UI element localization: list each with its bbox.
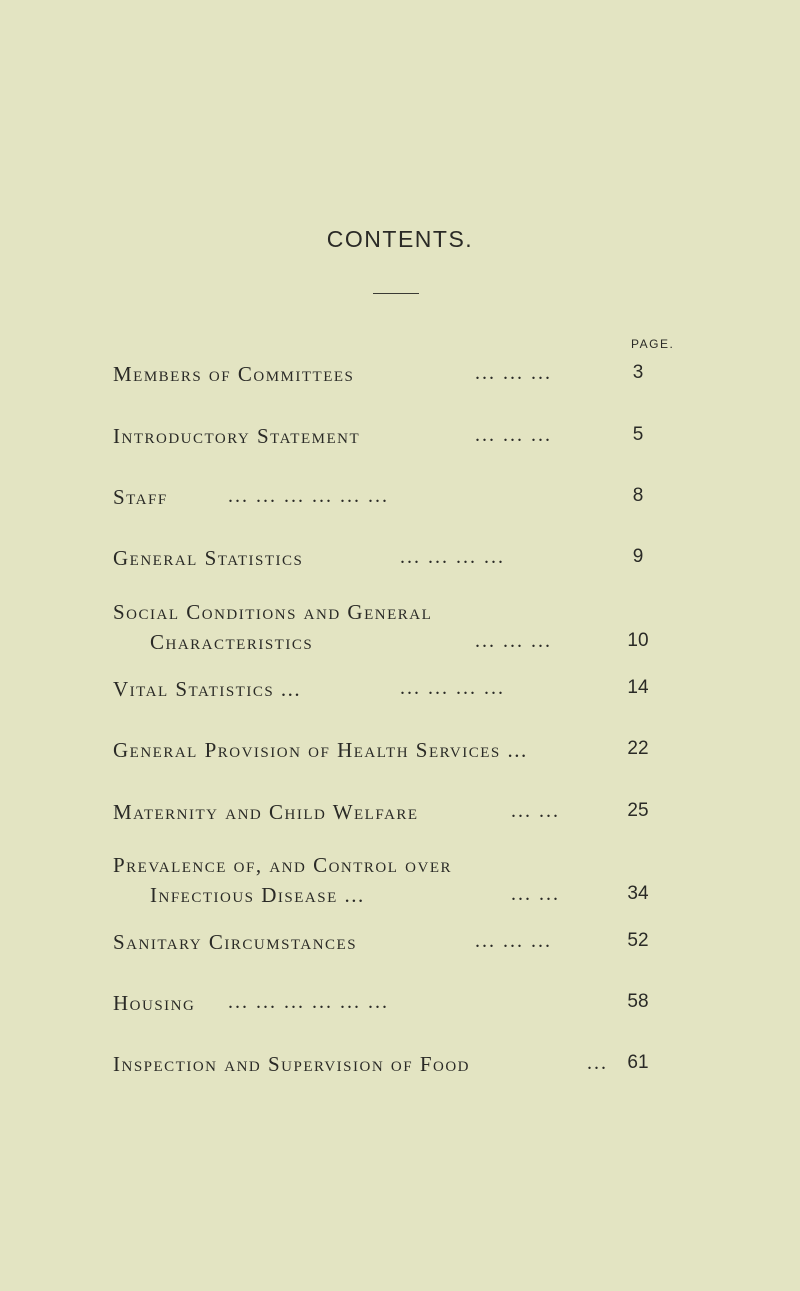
toc-entry-label: Sanitary Circumstances: [113, 930, 358, 954]
toc-leader-dots: ... ...: [511, 883, 560, 905]
toc-entry-label: General Statistics: [113, 546, 304, 570]
toc-entry-sanitary-circumstances: [113, 930, 673, 960]
toc-entry-label: Staff: [113, 485, 168, 509]
toc-entry-label: Members of Committees: [113, 362, 355, 386]
toc-page-number: 22: [627, 738, 649, 759]
toc-entry-social-conditions: [113, 600, 673, 660]
toc-leader-dots: ... ... ... ... ... ...: [228, 991, 389, 1013]
toc-entry-vital-statistics: [113, 677, 673, 707]
page-title: CONTENTS.: [326, 226, 474, 252]
toc-leader-dots: ... ... ... ...: [400, 677, 505, 699]
toc-entry-general-provision-health-services: [113, 738, 673, 768]
toc-leader-dots: ...: [587, 1052, 608, 1074]
toc-leader-dots: ... ... ... ... ... ...: [228, 485, 389, 507]
toc-page-number: 52: [627, 930, 649, 951]
toc-page-number: 61: [627, 1052, 649, 1073]
toc-entry-label: General Provision of Health Services ...: [113, 738, 528, 762]
toc-leader-dots: ... ... ...: [475, 930, 552, 952]
toc-entry-introductory-statement: [113, 424, 673, 454]
toc-page-number: 34: [627, 883, 649, 904]
toc-page-number: 10: [627, 630, 649, 651]
toc-entry-label: Housing: [113, 991, 196, 1015]
toc-page-number: 14: [627, 677, 649, 698]
toc-entry-housing: [113, 991, 673, 1021]
toc-entry-staff: [113, 485, 673, 515]
toc-entry-members-of-committees: [113, 362, 673, 392]
toc-page-number: 3: [632, 362, 644, 383]
toc-entry-label: Prevalence of, and Control over: [113, 853, 452, 877]
toc-entry-label: Inspection and Supervision of Food: [113, 1052, 470, 1076]
toc-page-number: 8: [632, 485, 644, 506]
toc-leader-dots: ... ... ...: [475, 630, 552, 652]
toc-entry-inspection-supervision-food: [113, 1052, 673, 1082]
toc-entry-prevalence-infectious-disease: [113, 853, 673, 913]
toc-entry-label: Vital Statistics ...: [113, 677, 302, 701]
toc-entry-label: Introductory Statement: [113, 424, 361, 448]
toc-entry-label-continued: Characteristics: [150, 630, 314, 654]
page-column-header: PAGE.: [631, 337, 675, 351]
toc-leader-dots: ... ... ...: [475, 424, 552, 446]
toc-leader-dots: ... ...: [511, 800, 560, 822]
title-rule: [373, 293, 419, 294]
toc-leader-dots: ... ... ...: [475, 362, 552, 384]
toc-entry-label-continued: Infectious Disease ...: [150, 883, 365, 907]
toc-entry-label: Social Conditions and General: [113, 600, 433, 624]
toc-page-number: 58: [627, 991, 649, 1012]
toc-page-number: 5: [632, 424, 644, 445]
toc-entry-maternity-child-welfare: [113, 800, 673, 830]
toc-leader-dots: ... ... ... ...: [400, 546, 505, 568]
toc-entry-label: Maternity and Child Welfare: [113, 800, 419, 824]
toc-entry-general-statistics: [113, 546, 673, 576]
toc-page-number: 25: [627, 800, 649, 821]
toc-page-number: 9: [632, 546, 644, 567]
